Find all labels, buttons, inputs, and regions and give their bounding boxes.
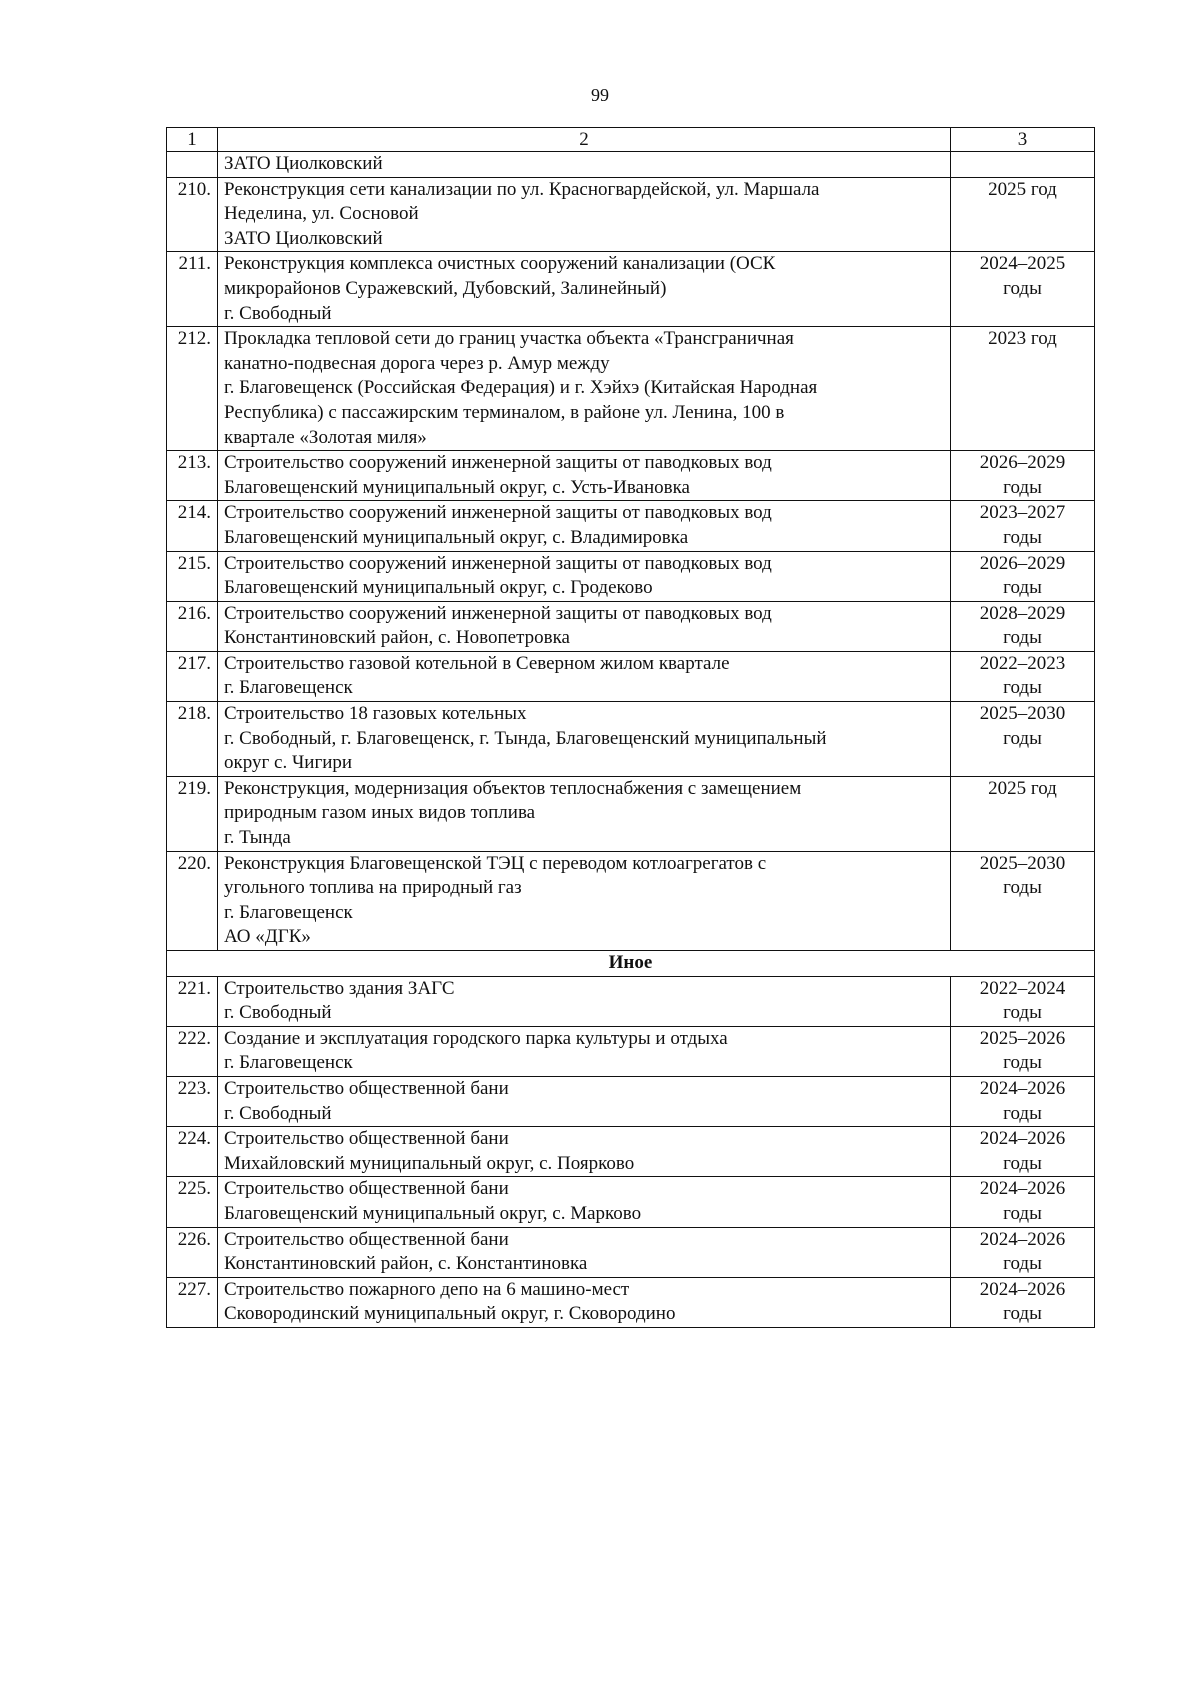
table-row [167, 327, 1095, 451]
period-line: 2025–2026 [979, 1027, 1066, 1049]
description-line: г. Свободный, г. Благовещенск, г. Тында, Благовещенский муниципальный [224, 727, 827, 749]
description-line: г. Свободный [224, 302, 332, 324]
project-description [218, 1277, 951, 1327]
description-line: Строительство пожарного депо на 6 машино-мест [224, 1278, 630, 1300]
description-line: г. Свободный [224, 1102, 332, 1124]
description-line: Сковородинский муниципальный округ, г. Сковородино [224, 1303, 676, 1325]
description-line: Строительство сооружений инженерной защиты от паводковых вод [224, 602, 772, 624]
row-number: 224. [167, 1127, 218, 1177]
implementation-period [951, 851, 1095, 950]
period-line: годы [1003, 1102, 1042, 1124]
row-number: 216. [167, 601, 218, 651]
table-row [167, 551, 1095, 601]
period-line: 2026–2029 [979, 452, 1066, 474]
period-line: годы [1003, 1303, 1042, 1325]
description-line: Реконструкция, модернизация объектов теплоснабжения с замещением [224, 777, 802, 799]
description-line: Михайловский муниципальный округ, с. Поярково [224, 1152, 635, 1174]
project-description [218, 152, 951, 178]
description-line: г. Благовещенск [224, 677, 353, 699]
implementation-period [951, 1026, 1095, 1076]
table-row [167, 177, 1095, 252]
description-line: Строительство общественной бани [224, 1178, 509, 1200]
row-number: 223. [167, 1076, 218, 1126]
implementation-period [951, 177, 1095, 252]
description-line: Неделина, ул. Сосновой [224, 203, 419, 225]
description-line: Благовещенский муниципальный округ, с. Усть-Ивановка [224, 476, 690, 498]
project-description [218, 252, 951, 327]
period-line: годы [1003, 1002, 1042, 1024]
period-line: годы [1003, 727, 1042, 749]
description-line: г. Благовещенск [224, 901, 353, 923]
table-row [167, 1177, 1095, 1227]
table-row [167, 1076, 1095, 1126]
column-header-2: 2 [218, 128, 951, 152]
description-line: г. Свободный [224, 1002, 332, 1024]
description-line: Реконструкция комплекса очистных сооружений канализации (ОСК [224, 253, 776, 275]
implementation-period [951, 1227, 1095, 1277]
description-line: Строительство сооружений инженерной защиты от паводковых вод [224, 452, 772, 474]
table-row [167, 1026, 1095, 1076]
table-body [167, 152, 1095, 1328]
period-line: 2028–2029 [979, 602, 1066, 624]
description-line: округ с. Чигири [224, 752, 353, 774]
period-line: годы [1003, 1052, 1042, 1074]
row-number: 212. [167, 327, 218, 451]
project-description [218, 601, 951, 651]
row-number: 213. [167, 451, 218, 501]
table-row [167, 976, 1095, 1026]
description-line: Реконструкция сети канализации по ул. Красногвардейской, ул. Маршала [224, 178, 820, 200]
description-line: Строительство общественной бани [224, 1128, 509, 1150]
description-line: Строительство общественной бани [224, 1077, 509, 1099]
description-line: Реконструкция Благовещенской ТЭЦ с переводом котлоагрегатов с [224, 852, 767, 874]
description-line: Строительство 18 газовых котельных [224, 703, 527, 725]
project-description [218, 551, 951, 601]
row-number: 226. [167, 1227, 218, 1277]
description-line: канатно-подвесная дорога через р. Амур между [224, 352, 610, 374]
description-line: Прокладка тепловой сети до границ участка объекта «Трансграничная [224, 328, 794, 350]
period-line: 2024–2026 [979, 1128, 1066, 1150]
implementation-period [951, 1177, 1095, 1227]
period-line: 2023 год [988, 328, 1057, 350]
period-line: 2024–2026 [979, 1228, 1066, 1250]
description-line: Благовещенский муниципальный округ, с. Марково [224, 1202, 642, 1224]
row-number: 227. [167, 1277, 218, 1327]
period-line: годы [1003, 677, 1042, 699]
period-line: годы [1003, 1202, 1042, 1224]
implementation-period [951, 601, 1095, 651]
period-line: 2025–2030 [979, 852, 1066, 874]
row-number: 210. [167, 177, 218, 252]
table-header-row [167, 128, 1095, 152]
description-line: квартале «Золотая миля» [224, 426, 427, 448]
description-line: г. Тында [224, 827, 291, 849]
table-row [167, 651, 1095, 701]
row-number: 219. [167, 776, 218, 851]
table-row [167, 776, 1095, 851]
implementation-period [951, 501, 1095, 551]
implementation-period [951, 702, 1095, 777]
table-row [167, 1127, 1095, 1177]
project-description [218, 327, 951, 451]
description-line: угольного топлива на природный газ [224, 877, 522, 899]
description-line: Строительство здания ЗАГС [224, 977, 455, 999]
implementation-period [951, 1076, 1095, 1126]
description-line: микрорайонов Суражевский, Дубовский, Залинейный) [224, 277, 667, 299]
period-line: 2024–2026 [979, 1278, 1066, 1300]
project-description [218, 1177, 951, 1227]
row-number: 217. [167, 651, 218, 701]
period-line: годы [1003, 476, 1042, 498]
table-row [167, 252, 1095, 327]
description-line: Создание и эксплуатация городского парка культуры и отдыха [224, 1027, 728, 1049]
implementation-period [951, 651, 1095, 701]
row-number: 222. [167, 1026, 218, 1076]
description-line: АО «ДГК» [224, 926, 311, 948]
implementation-period [951, 152, 1095, 178]
implementation-period [951, 327, 1095, 451]
row-number: 215. [167, 551, 218, 601]
row-number: 225. [167, 1177, 218, 1227]
description-line: Строительство общественной бани [224, 1228, 509, 1250]
project-description [218, 776, 951, 851]
description-line: Строительство сооружений инженерной защиты от паводковых вод [224, 502, 772, 524]
description-line: Строительство сооружений инженерной защиты от паводковых вод [224, 552, 772, 574]
period-line: 2025 год [988, 178, 1057, 200]
description-line: Константиновский район, с. Новопетровка [224, 627, 570, 649]
description-line: г. Благовещенск (Российская Федерация) и г. Хэйхэ (Китайская Народная [224, 377, 818, 399]
description-line: г. Благовещенск [224, 1052, 353, 1074]
project-description [218, 976, 951, 1026]
period-line: годы [1003, 627, 1042, 649]
description-line: Константиновский район, с. Константиновка [224, 1253, 588, 1275]
row-number: 211. [167, 252, 218, 327]
period-line: годы [1003, 526, 1042, 548]
period-line: 2022–2023 [979, 652, 1066, 674]
project-description [218, 1076, 951, 1126]
period-line: 2026–2029 [979, 552, 1066, 574]
period-line: 2024–2026 [979, 1077, 1066, 1099]
project-description [218, 451, 951, 501]
project-description [218, 501, 951, 551]
period-line: годы [1003, 1152, 1042, 1174]
column-header-1: 1 [167, 128, 218, 152]
table-row [167, 152, 1095, 178]
implementation-period [951, 1277, 1095, 1327]
implementation-period [951, 451, 1095, 501]
period-line: годы [1003, 277, 1042, 299]
description-line: Благовещенский муниципальный округ, с. Владимировка [224, 526, 689, 548]
period-line: 2024–2025 [979, 253, 1066, 275]
period-line: 2022–2024 [979, 977, 1066, 999]
table-row [167, 851, 1095, 950]
period-line: 2023–2027 [979, 502, 1066, 524]
period-line: 2025–2030 [979, 703, 1066, 725]
description-line: Благовещенский муниципальный округ, с. Гродеково [224, 577, 653, 599]
table-row [167, 501, 1095, 551]
column-header-3: 3 [951, 128, 1095, 152]
project-description [218, 702, 951, 777]
description-line: Республика) с пассажирским терминалом, в районе ул. Ленина, 100 в [224, 401, 785, 423]
table-row [167, 451, 1095, 501]
implementation-period [951, 551, 1095, 601]
project-description [218, 851, 951, 950]
period-line: 2024–2026 [979, 1178, 1066, 1200]
section-row [167, 951, 1095, 977]
page-number: 99 [591, 85, 609, 105]
period-line: 2025 год [988, 777, 1057, 799]
implementation-period [951, 976, 1095, 1026]
project-description [218, 1026, 951, 1076]
period-line: годы [1003, 1253, 1042, 1275]
description-line: ЗАТО Циолковский [224, 153, 383, 174]
section-title: Иное [167, 951, 1095, 977]
row-number: 220. [167, 851, 218, 950]
period-line: годы [1003, 877, 1042, 899]
project-description [218, 177, 951, 252]
table-row [167, 702, 1095, 777]
row-number: 221. [167, 976, 218, 1026]
period-line: годы [1003, 577, 1042, 599]
row-number [167, 152, 218, 178]
description-line: ЗАТО Циолковский [224, 227, 383, 249]
projects-table [166, 127, 1095, 1328]
implementation-period [951, 1127, 1095, 1177]
project-description [218, 651, 951, 701]
description-line: Строительство газовой котельной в Северном жилом квартале [224, 652, 730, 674]
project-description [218, 1227, 951, 1277]
table-row [167, 1277, 1095, 1327]
row-number: 218. [167, 702, 218, 777]
table-row [167, 1227, 1095, 1277]
project-description [218, 1127, 951, 1177]
table-row [167, 601, 1095, 651]
implementation-period [951, 776, 1095, 851]
row-number: 214. [167, 501, 218, 551]
implementation-period [951, 252, 1095, 327]
description-line: природным газом иных видов топлива [224, 802, 536, 824]
